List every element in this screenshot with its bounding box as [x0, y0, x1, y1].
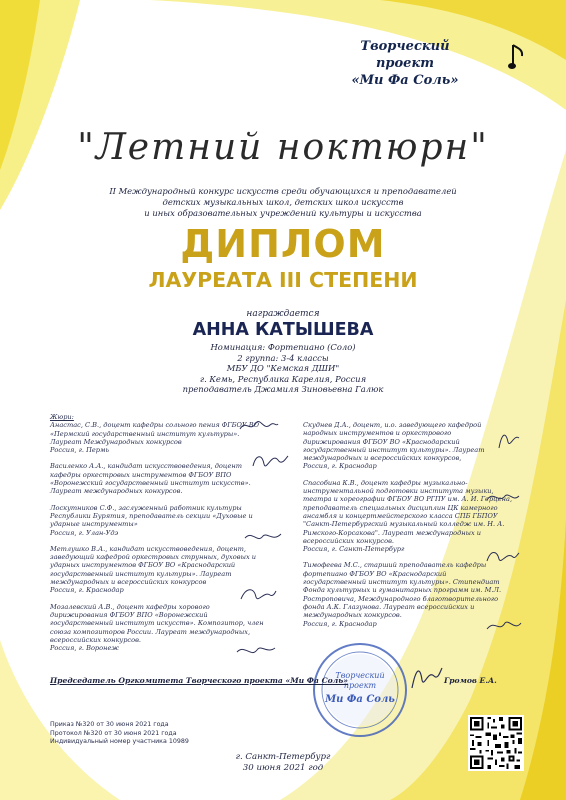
- jury-member: Скуднев Д.А., доцент, и.о. заведующего кафедрой народных инструментов и оркестрового дирижирования ФГБОУ ВО «Краснодарский государственный институт культуры». Лауреат международных и всероссийских конкурсов, Россия, г. Краснодар: [303, 421, 485, 471]
- order-line: Приказ №320 от 30 июня 2021 года: [50, 721, 169, 728]
- diploma-heading: ДИПЛОМ: [180, 222, 386, 266]
- order-details: [50, 721, 270, 747]
- jury-member: Метлушко В.А., кандидат искусствоведения, доцент, заведующий кафедрой оркестровых струнных, духовых и ударных инструментов ФГБОУ ВО «Краснодарский государственный институт культуры». Лауреат международных и всероссийских конкурсов Россия, г. Краснодар: [50, 544, 257, 595]
- jury-member: Лоскутников С.Ф., заслуженный работник культуры Республики Бурятия, преподаватель секции «Духовые и ударные инструменты» Россия, г. Улан-Удэ: [50, 503, 253, 537]
- nomination: Номинация: Фортепиано (Соло): [210, 342, 356, 352]
- group: 2 группа: 3-4 классы: [237, 352, 329, 363]
- project-brand-line1: Творческий проект: [360, 39, 450, 71]
- school: МБУ ДО "Кемская ДШИ": [226, 363, 340, 373]
- participant-name: АННА КАТЫШЕВА: [192, 320, 374, 340]
- city: г. Кемь, Республика Карелия, Россия: [199, 373, 367, 384]
- organization-stamp: [310, 640, 410, 740]
- stamp-text-line3: Ми Фа Соль: [325, 694, 395, 705]
- subtitle-line-1: II Международный конкурс искусств среди обучающихся и преподавателей: [109, 186, 457, 196]
- chairman-signature: [408, 662, 444, 692]
- project-brand: [330, 38, 480, 89]
- jury-signature: [238, 583, 278, 605]
- participant-number-line: Индивидуальный номер участника 10989: [50, 738, 189, 746]
- teacher: преподаватель Джамиля Зиновьевна Галюк: [182, 384, 384, 394]
- issue-date: 30 июня 2021 год: [242, 763, 324, 773]
- jury-member: Василенко А.А., кандидат искусствоведения, доцент кафедры оркестровых инструментов ФГБОУ ВПО «Воронежский государственный институт искусств». Лауреат международных конкурсов.: [50, 462, 251, 496]
- project-brand-line2: «Ми Фа Соль»: [351, 73, 459, 88]
- stamp-text-line1: Творческий: [335, 671, 385, 680]
- jury-member: Спасобина К.В., доцент кафедры музыкально- инструментальной подготовки института музыки, театра и хореографии ФГБОУ ВО РГПУ им. А. И. Герцена, преподаватель специальных дисциплин ЦК камерного ансамбля и концертмейстерского класса СПБ ГБПОУ "Санкт-Петербургский музыкальный колледж им. Н. А. Римского-Корсакова". Лауреат международных и всероссийских конкурсов. Россия, г. Санкт-Петербург: [303, 478, 513, 554]
- protocol-line: Протокол №320 от 30 июня 2021 года: [50, 729, 177, 737]
- jury-label: Жюри:: [50, 413, 74, 421]
- jury-signature: [238, 415, 280, 437]
- music-note-icon: [508, 42, 526, 72]
- jury-signature: [496, 428, 522, 452]
- subtitle-line-3: и иных образовательных учреждений культуры и искусства: [144, 208, 422, 218]
- jury-signature: [485, 545, 521, 567]
- jury-signature: [243, 528, 283, 548]
- jury-member: Анастас, С.В., доцент кафедры сольного пения ФГБОУ ВО «Пермский государственный институт культуры». Лауреат Международных конкурсов Россия, г. Пермь: [50, 421, 260, 455]
- subtitle-line-2: детских музыкальных школ, детских школ искусств: [162, 197, 404, 207]
- participant-details: [100, 342, 466, 395]
- awarded-label: награждается: [246, 309, 320, 319]
- contest-subtitle: [80, 186, 486, 219]
- jury-member: Тимофеева М.С., старший преподаватель кафедры фортепиано ФГБОУ ВО «Краснодарский государственный институт культуры». Стипендиат Фонда культурных и гуманитарных программ им. М.Л. Ростроповича, Международного благотворительного фонда А.К. Глазунова. Лауреат всероссийских и международных конкурсов. Россия, г. Краснодар: [303, 561, 502, 628]
- jury-signature: [235, 640, 277, 660]
- degree-heading: ЛАУРЕАТА III СТЕПЕНИ: [148, 268, 418, 292]
- chairman-name: Громов Е.А.: [444, 676, 497, 685]
- jury-right-column: [303, 421, 528, 636]
- jury-member: Мозалевский А.В., доцент кафедры хорового дирижирования ФГБОУ ВПО «Воронежский государственный институт искусств». Композитор, член союза композиторов России. Лауреат международных, всероссийских конкурсов. Россия, г. Воронеж: [50, 602, 264, 653]
- jury-signature: [250, 448, 290, 474]
- jury-signature: [485, 488, 521, 508]
- stamp-text-line2: проект: [343, 681, 377, 690]
- issue-place-date: [200, 752, 366, 774]
- contest-title: "Летний ноктюрн": [77, 127, 489, 168]
- qr-code[interactable]: [468, 715, 524, 771]
- issue-city: г. Санкт-Петербург: [235, 752, 331, 762]
- chairman-title: Председатель Оргкомитета Творческого проекта «Ми Фа Соль»: [50, 676, 348, 685]
- jury-signature: [485, 615, 523, 637]
